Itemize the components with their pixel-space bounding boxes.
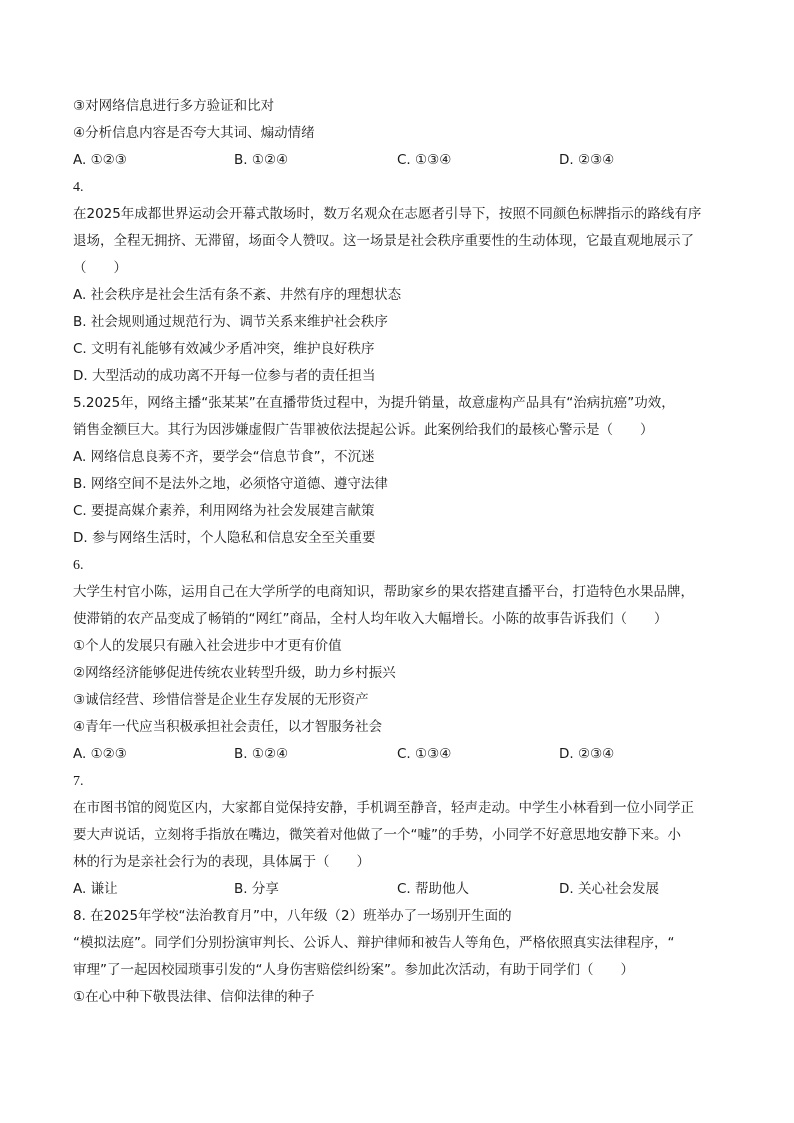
q5-option-a: A. 网络信息良莠不齐，要学会“信息节食”，不沉迷 [73,449,375,465]
q4-stem-line-3: （ ） [73,260,127,276]
q4-stem-line-1: 在2025年成都世界运动会开幕式散场时，数万名观众在志愿者引导下，按照不同颜色标牌指示的路线有序 [73,206,702,222]
q6-number: 6. [73,558,84,573]
q4-stem-line-2: 退场，全程无拥挤、无滞留，场面令人赞叹。这一场景是社会秩序重要性的生动体现，它最直观地展示了 [73,233,694,249]
q4-option-c: C. 文明有礼能够有效减少矛盾冲突，维护良好秩序 [73,341,375,357]
q7-option-a: A. 谦让 [73,881,118,897]
q4-option-a: A. 社会秩序是社会生活有条不紊、井然有序的理想状态 [73,287,402,303]
q6-item-4: ④青年一代应当积极承担社会责任，以才智服务社会 [73,719,383,735]
q6-item-2: ②网络经济能够促进传统农业转型升级，助力乡村振兴 [73,665,396,681]
q6-option-d: D. ②③④ [559,746,615,762]
q3-options [73,147,733,174]
q7-stem-line-2: 要大声说话，立刻将手指放在嘴边，微笑着对他做了一个“嘘”的手势，小同学不好意思地安静下来。小 [73,827,681,843]
q4-option-b: B. 社会规则通过规范行为、调节关系来维护社会秩序 [73,314,388,330]
q4-number: 4. [73,180,84,195]
q6-item-3: ③诚信经营、珍惜信誉是企业生存发展的无形资产 [73,692,369,708]
q6-stem-line-1: 大学生村官小陈，运用自己在大学所学的电商知识，帮助家乡的果农搭建直播平台，打造特色水果品牌， [73,584,694,600]
q6-stem-line-2: 使滞销的农产品变成了畅销的“网红”商品，全村人均年收入大幅增长。小陈的故事告诉我们（ ） [73,611,668,627]
q3-item-4: ④分析信息内容是否夸大其词、煽动情绪 [73,125,315,141]
q7-option-b: B. 分享 [234,881,279,897]
q8-stem-line-2: “模拟法庭”。同学们分别扮演审判长、公诉人、辩护律师和被告人等角色，严格依照真实法律程序，“ [73,935,675,951]
exam-page [73,93,733,1011]
q7-option-d: D. 关心社会发展 [559,881,659,897]
q3-option-d: D. ②③④ [559,152,615,168]
q7-number: 7. [73,774,84,789]
q6-option-b: B. ①②④ [234,746,289,762]
q6-option-a: A. ①②③ [73,746,127,762]
q6-options [73,741,733,768]
q3-option-a: A. ①②③ [73,152,127,168]
q5-stem-line-1: 5.2025年，网络主播“张某某”在直播带货过程中，为提升销量，故意虚构产品具有“治病抗癌”功效， [73,395,675,411]
q3-item-3: ③对网络信息进行多方验证和比对 [73,98,275,114]
q7-option-c: C. 帮助他人 [397,881,470,897]
q7-stem-line-1: 在市图书馆的阅览区内，大家都自觉保持安静，手机调至静音，轻声走动。中学生小林看到一位小同学正 [73,800,694,816]
q4-option-d: D. 大型活动的成功离不开每一位参与者的责任担当 [73,368,376,384]
q5-option-c: C. 要提高媒介素养，利用网络为社会发展建言献策 [73,503,375,519]
q6-item-1: ①个人的发展只有融入社会进步中才更有价值 [73,638,342,654]
q7-stem-line-3: 林的行为是亲社会行为的表现，具体属于（ ） [73,854,370,870]
q7-options [73,876,733,903]
q5-option-b: B. 网络空间不是法外之地，必须恪守道德、遵守法律 [73,476,388,492]
q8-item-1: ①在心中种下敬畏法律、信仰法律的种子 [73,989,315,1005]
q3-option-b: B. ①②④ [234,152,289,168]
q3-option-c: C. ①③④ [397,152,452,168]
q5-option-d: D. 参与网络生活时，个人隐私和信息安全至关重要 [73,530,376,546]
q5-stem-line-2: 销售金额巨大。其行为因涉嫌虚假广告罪被依法提起公诉。此案例给我们的最核心警示是（ ） [73,422,654,438]
q8-stem-line-1: 8. 在2025年学校“法治教育月”中，八年级（2）班举办了一场别开生面的 [73,908,512,924]
q6-option-c: C. ①③④ [397,746,452,762]
q8-stem-line-3: 审理”了一起因校园琐事引发的“人身伤害赔偿纠纷案”。参加此次活动，有助于同学们（ ） [73,962,634,978]
